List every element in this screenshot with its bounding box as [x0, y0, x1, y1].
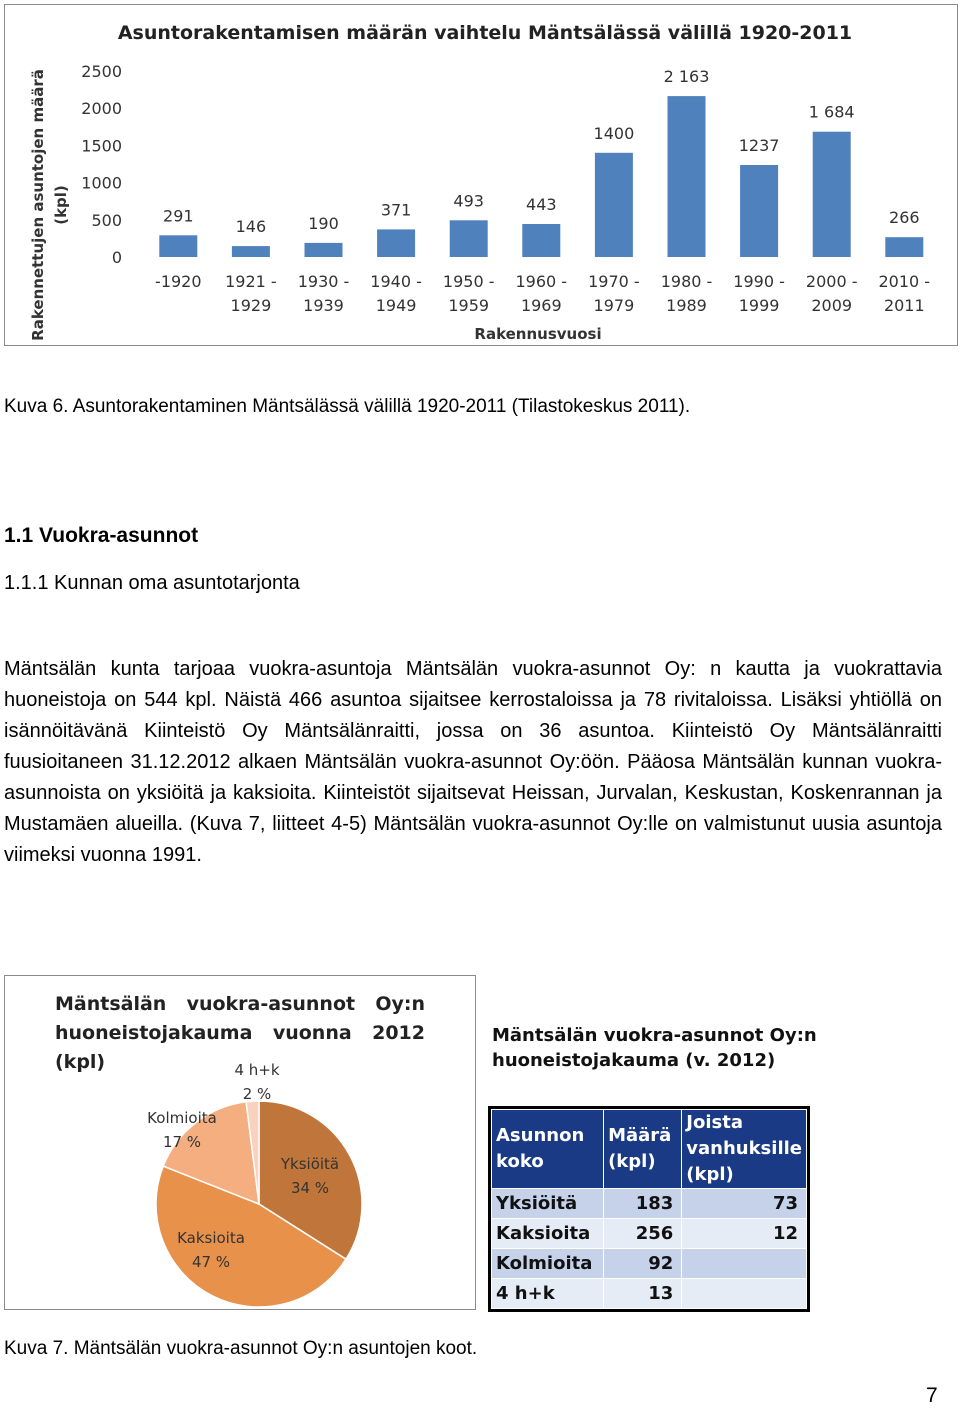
header-count-line2: (kpl)	[608, 1151, 656, 1172]
x-tick-label: -1920	[155, 272, 202, 291]
y-tick-label: 1000	[81, 173, 122, 193]
bar-data-label: 291	[163, 206, 194, 226]
table-title-line1: Mäntsälän vuokra-asunnot Oy:n	[492, 1025, 817, 1046]
bar-data-label: 266	[889, 208, 920, 228]
header-elderly-line3: (kpl)	[686, 1164, 734, 1185]
header-size-line2: koko	[496, 1151, 544, 1172]
subsection-heading: 1.1.1 Kunnan oma asuntotarjonta	[4, 572, 300, 594]
table-cell-elderly: 12	[682, 1219, 807, 1249]
bar-chart-canvas	[5, 5, 957, 345]
y-tick-label: 0	[111, 248, 122, 267]
table-cell-count: 183	[604, 1189, 682, 1219]
figure-7-caption: Kuva 7. Mäntsälän vuokra-asunnot Oy:n asuntojen koot.	[4, 1338, 478, 1359]
bar	[595, 153, 633, 257]
pie-label-kolmioita	[137, 1106, 227, 1154]
pie-label-kaksioita-name: Kaksioita	[177, 1229, 245, 1247]
pie-label-4hk-value: 2 %	[242, 1085, 272, 1103]
bar-data-label: 443	[526, 195, 557, 214]
x-tick-label: 1930 -	[297, 272, 350, 291]
pie-label-kaksioita	[165, 1226, 257, 1274]
bar	[740, 165, 778, 257]
table-row	[492, 1279, 807, 1309]
x-axis-label: Rakennusvuosi	[474, 325, 602, 343]
table-row	[492, 1219, 807, 1249]
body-paragraph: Mäntsälän kunta tarjoaa vuokra-asuntoja Mäntsälän vuokra-asunnot Oy: n kautta ja vuokrattavia huoneistoja on 544 kpl. Näistä 466 asuntoa sijaitsee kerrostaloissa ja 78 rivitaloissa. Lisäksi yhtiöllä on isännöitävänä Kiinteistö Oy Mäntsälänraitti, jossa on 36 asuntoa. Kiinteistö Oy Mäntsälänraitti fuusioitaneen 31.12.2012 alkaen Mäntsälän vuokra-asunnot Oy:öön. Pääosa Mäntsälän kunnan vuokra-asunnoista on yksiöitä ja kaksioita. Kiinteistöt sijaitsevat Heissan, Jurvalan, Keskustan, Koskenrannan ja Mustamäen alueilla. (Kuva 7, liitteet 4-5) Mäntsälän vuokra-asunnot Oy:lle on valmistunut uusia asuntoja viimeksi vuonna 1991.	[4, 658, 942, 866]
table-cell-size: Yksiöitä	[492, 1189, 604, 1219]
pie-label-kaksioita-value: 47 %	[191, 1253, 231, 1271]
pie-label-4hk	[227, 1058, 287, 1106]
y-tick-label: 2500	[81, 62, 122, 81]
pie-label-yksioita-value: 34 %	[290, 1179, 330, 1197]
bar	[232, 246, 270, 257]
table-row	[492, 1249, 807, 1279]
chart-title: Asuntorakentamisen määrän vaihtelu Mäntsälässä välillä 1920-2011	[117, 22, 853, 44]
pie-label-yksioita-name: Yksiöitä	[280, 1155, 340, 1173]
y-axis-label-unit: (kpl)	[52, 185, 70, 225]
bar-data-label: 190	[308, 213, 339, 233]
x-tick-label: 1959	[448, 296, 490, 315]
x-tick-label: 1979	[593, 296, 635, 315]
bar-data-label: 371	[380, 200, 412, 220]
figure-6-caption: Kuva 6. Asuntorakentaminen Mäntsälässä välillä 1920-2011 (Tilastokeskus 2011).	[4, 396, 691, 417]
x-tick-label: 1980 -	[660, 272, 713, 291]
x-tick-label: 1990 -	[733, 272, 785, 291]
x-tick-label: 1950 -	[442, 272, 495, 291]
table-cell-elderly	[682, 1249, 807, 1279]
apartment-pie-chart	[4, 975, 476, 1310]
bar-data-label: 493	[453, 191, 484, 211]
x-tick-label: 2011	[883, 296, 925, 315]
apartment-size-table	[488, 1106, 810, 1312]
x-tick-label: 1940 -	[370, 272, 422, 291]
construction-bar-chart	[4, 4, 958, 346]
table-cell-size: 4 h+k	[492, 1279, 604, 1309]
y-axis-label: Rakennettujen asuntojen määrä	[29, 69, 47, 341]
bar-data-label: 146	[235, 217, 267, 237]
table-title	[492, 1023, 817, 1073]
pie-chart-title: Mäntsälän vuokra-asunnot Oy:n huoneistojakauma vuonna 2012 (kpl)	[55, 993, 425, 1073]
x-tick-label: 1939	[303, 296, 344, 315]
pie-label-kolmioita-name: Kolmioita	[147, 1109, 217, 1127]
table-cell-elderly: 73	[682, 1189, 807, 1219]
header-size	[492, 1110, 604, 1189]
table-cell-elderly	[682, 1279, 807, 1309]
x-tick-label: 2010 -	[878, 272, 931, 291]
page-number: 7	[926, 1384, 938, 1407]
table-cell-count: 92	[604, 1249, 682, 1279]
pie-label-4hk-name: 4 h+k	[234, 1061, 280, 1079]
bar-data-label: 1400	[593, 123, 635, 143]
bar	[450, 220, 488, 257]
bar-data-label: 1237	[738, 136, 780, 155]
header-count-line1: Määrä	[608, 1125, 672, 1146]
x-tick-label: 1970 -	[588, 272, 640, 291]
x-tick-label: 1960 -	[515, 272, 568, 291]
table-cell-count: 13	[604, 1279, 682, 1309]
bar	[377, 229, 415, 257]
header-count	[604, 1110, 682, 1189]
bar-data-label: 1 684	[808, 102, 855, 122]
x-tick-label: 1949	[375, 296, 417, 315]
table-cell-count: 256	[604, 1219, 682, 1249]
pie-label-yksioita	[267, 1152, 353, 1200]
bar	[159, 235, 197, 257]
y-tick-label: 1500	[81, 136, 122, 156]
y-tick-label: 500	[91, 210, 122, 230]
table-cell-size: Kolmioita	[492, 1249, 604, 1279]
bar	[813, 132, 851, 257]
header-elderly	[682, 1110, 807, 1189]
y-tick-label: 2000	[81, 99, 122, 119]
x-tick-label: 2009	[811, 296, 853, 315]
x-tick-label: 2000 -	[805, 272, 858, 291]
section-heading: 1.1 Vuokra-asunnot	[4, 524, 199, 547]
header-size-line1: Asunnon	[496, 1125, 585, 1146]
x-tick-label: 1969	[520, 296, 562, 315]
table-row	[492, 1189, 807, 1219]
pie-label-kolmioita-value: 17 %	[162, 1133, 202, 1151]
bar	[522, 224, 560, 257]
bar	[668, 96, 706, 257]
table-header-row	[492, 1110, 807, 1189]
header-elderly-line2: vanhuksille	[686, 1138, 802, 1159]
x-tick-label: 1929	[230, 296, 272, 315]
table-title-line2: huoneistojakauma (v. 2012)	[492, 1050, 776, 1071]
bar-data-label: 2 163	[663, 67, 710, 87]
bar	[885, 237, 923, 257]
x-tick-label: 1921 -	[225, 272, 277, 291]
table-cell-size: Kaksioita	[492, 1219, 604, 1249]
header-elderly-line1: Joista	[686, 1112, 743, 1133]
x-tick-label: 1999	[738, 296, 780, 315]
x-tick-label: 1989	[666, 296, 707, 315]
bar	[305, 243, 343, 257]
